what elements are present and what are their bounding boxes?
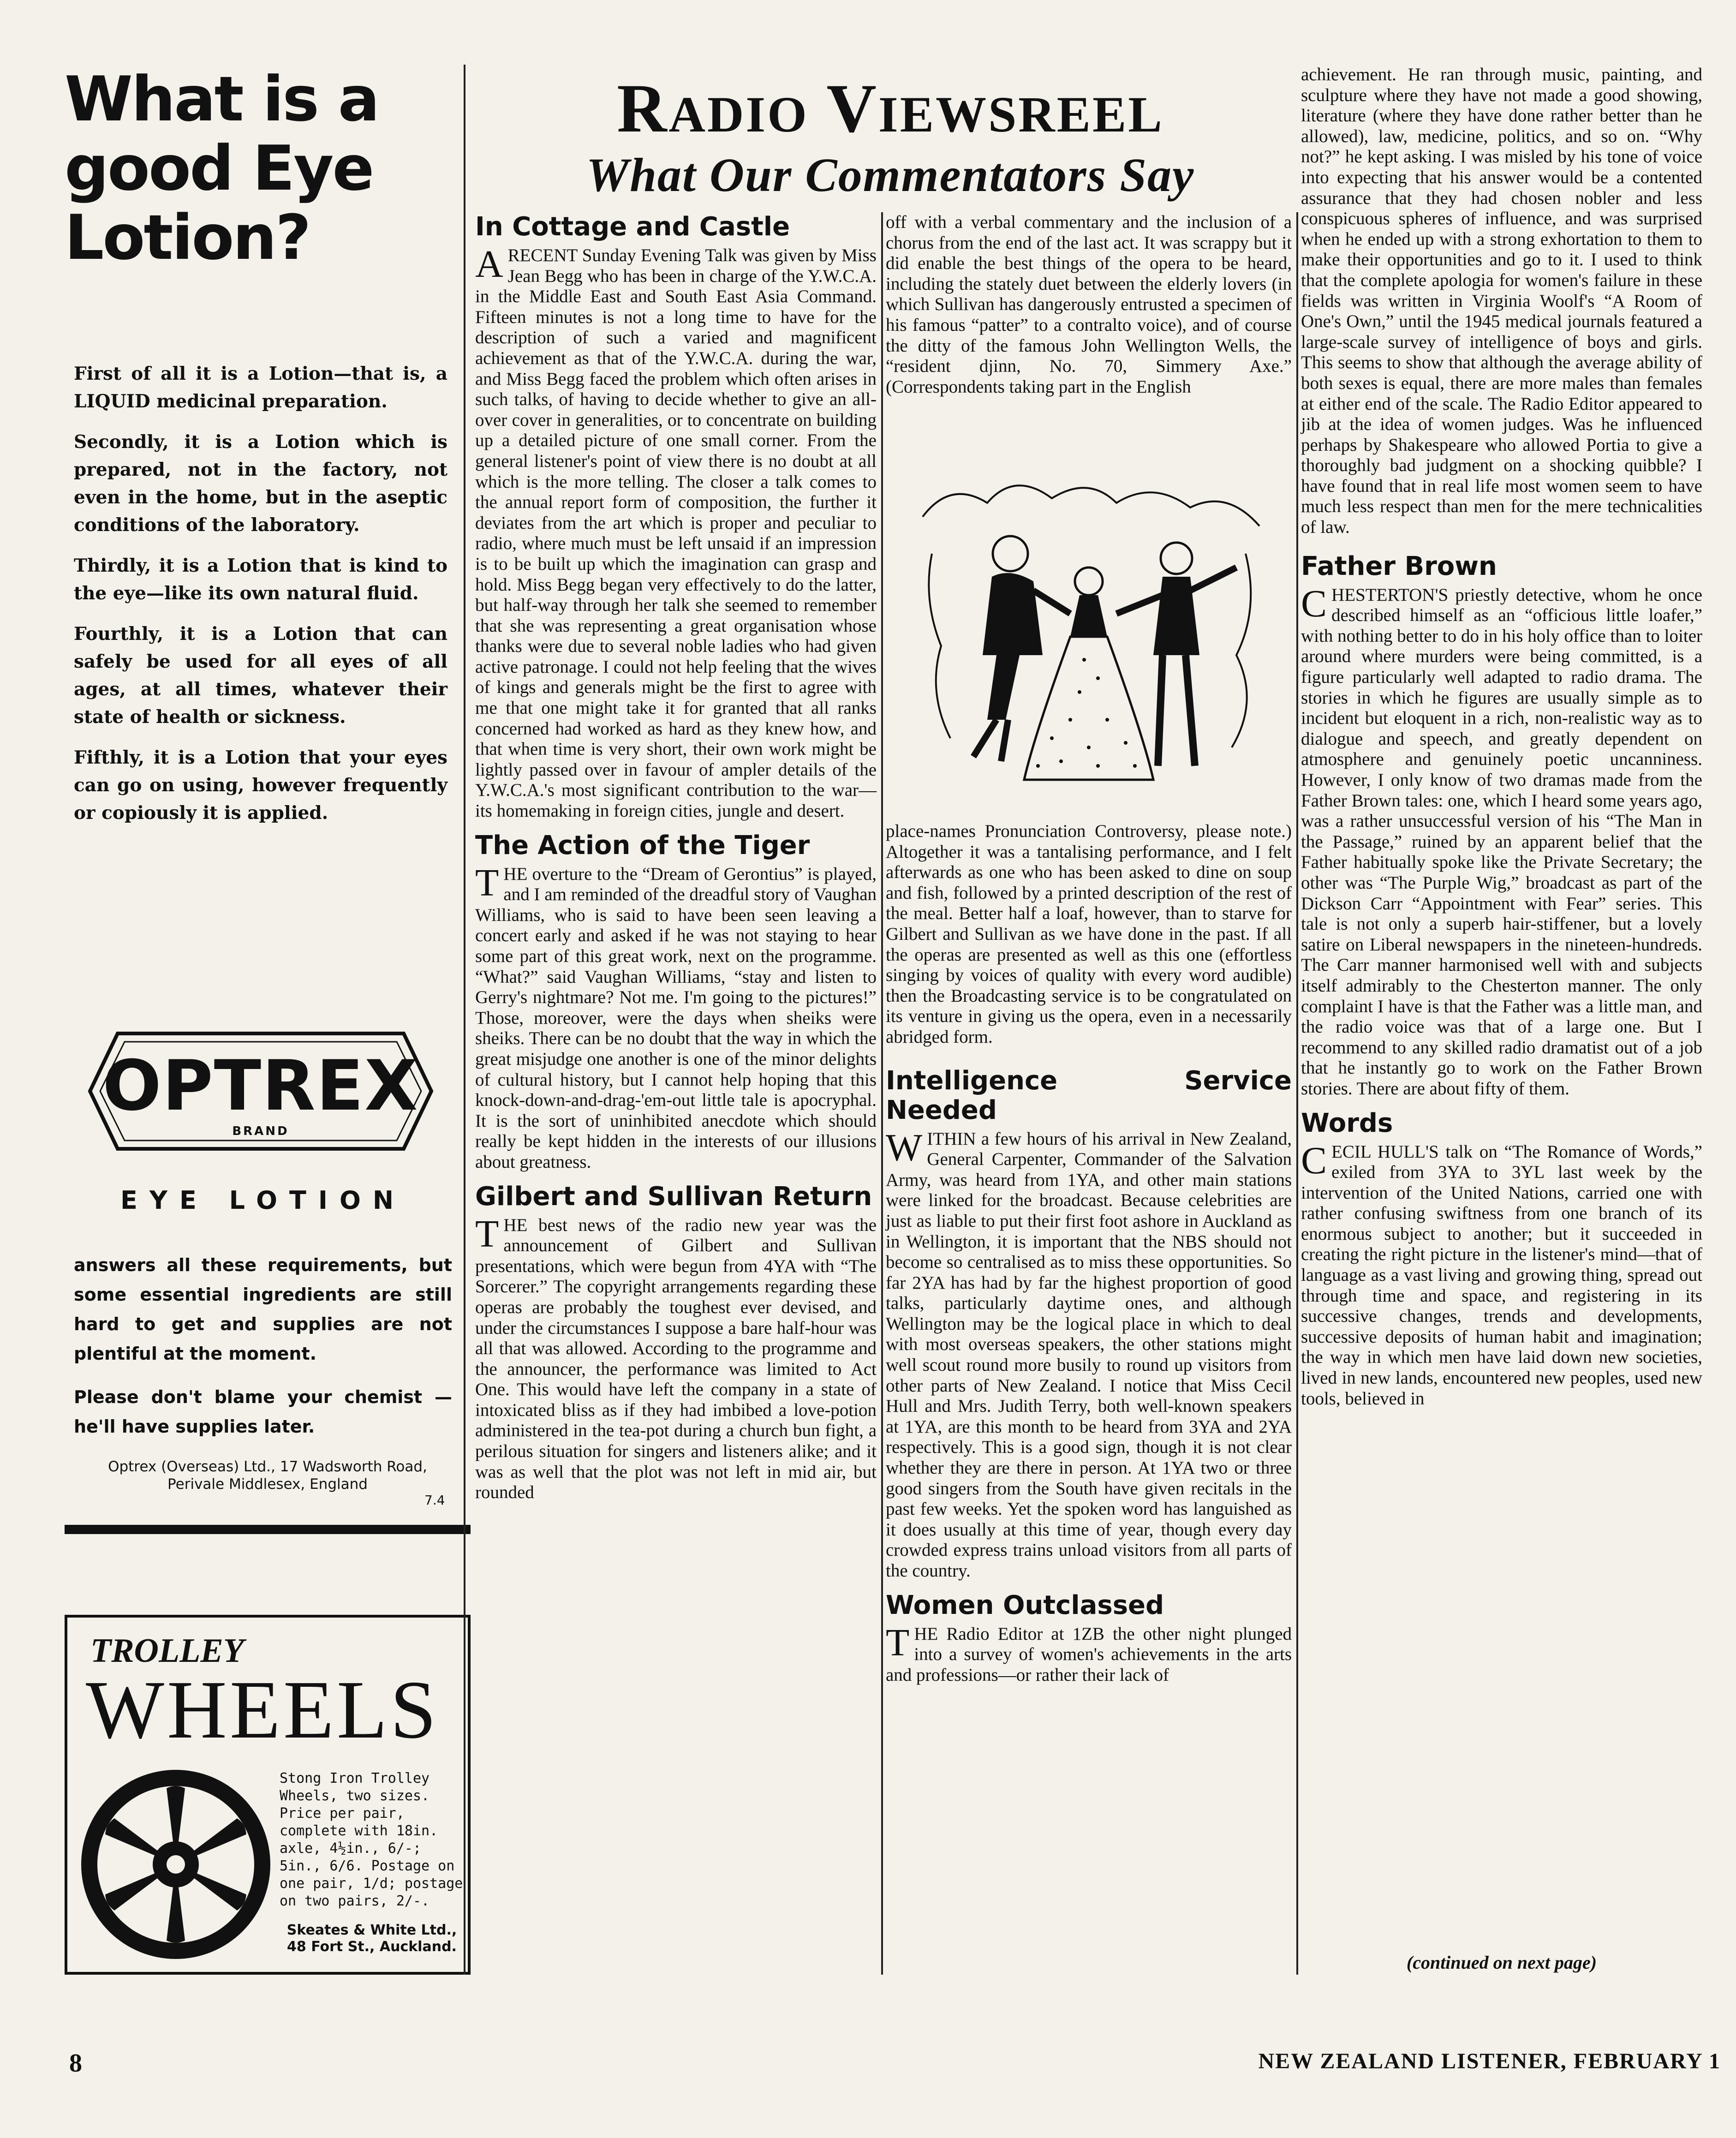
ad-point-1: First of all it is a Lotion—that is, a LIQUID medicinal preparation. bbox=[74, 363, 447, 412]
title-part-1: ADIO bbox=[668, 86, 809, 143]
gilbert-text: HE best news of the radio new year was the announcement of Gilbert and Sullivan presentations, which were begun from 4YA with “The Sorcerer.” The copyright arrangements regarding these operas are probably the toughest ever devised, and under the circumstances I suppose a bare half-hour was all that was allowed. According to the programme and the announcer, the performance was limited to Act One. This would have left the company in a state of intoxicated bliss as if they had imbibed a love-potion administered in the tea-pot during a church bun fight, a perilous situation for singers and listeners alike; and it was as well that the plot was not left in mid air, but rounded bbox=[475, 1215, 877, 1503]
section-body-gilbert bbox=[475, 1212, 877, 1503]
ad-point-3: Thirdly, it is a Lotion that is kind to the eye—like its own natural fluid. bbox=[74, 555, 447, 604]
section-heading-tiger: The Action of the Tiger bbox=[475, 830, 810, 860]
product-name: EYE LOTION bbox=[120, 1186, 406, 1215]
continued-note: (continued on next page) bbox=[1406, 1952, 1597, 1973]
intelligence-text: ITHIN a few hours of his arrival in New Zealand, General Carpenter, Commander of the Salvation Army, was heard from 1YA, and other main stations were linked for the broadcast. Because celebrities are just as liable to put their first foot ashore in Auckland as in Wellington, it is important that the NBS should not become so centralised as to miss these opportunities. So far 2YA has had by far the highest proportion of good talks, particularly daytime ones, and although Wellington may be the logical place in which to deal with most overseas speakers, the other stations might well scout round more busily to round up visitors from other parts of New Zealand. I notice that Miss Cecil Hull and Mrs. Judith Terry, both well-known speakers at 1YA, are this month to be heard from 3YA and 2YA respectively. This is a good sign, though it is not clear whether they are there in person. At 1YA two or three good singers from the South have given recitals in the past few weeks. Yet the spoken word has languished as it does usually at this time of year, though every day crowded express trains unload visitors from all parts of the country. bbox=[886, 1129, 1292, 1581]
column-2-bottom bbox=[886, 821, 1292, 1685]
ad-address: Optrex (Overseas) Ltd., 17 Wadsworth Road, Perivale Middlesex, England bbox=[108, 1458, 427, 1493]
dropcap: T bbox=[475, 861, 499, 904]
trolley-seller: Skeates & White Ltd., 48 Fort St., Auckland. bbox=[286, 1922, 457, 1955]
ad-code: 7.4 bbox=[424, 1493, 445, 1508]
column-2-top bbox=[886, 212, 1292, 397]
gilbert-continued-1: off with a verbal commentary and the inclusion of a chorus from the end of the last act. It was scrappy but it did enable the best things of the opera to be heard, including the stately duet between the elderly lovers (in which Sullivan has dangerously entrusted a specimen of his famous “patter” to a contralto voice), and of course the ditty of the famous John Wellington Wells, the “resident djinn, No. 70, Simmery Axe.” (Correspondents taking part in the English bbox=[886, 212, 1292, 397]
tiger-text: HE overture to the “Dream of Gerontius” is played, and I am reminded of the dreadful story of Vaughan Williams, who is said to have been seen leaving a concert early and asked if he was not staying to hear some part of this great work, next on the programme. “What?” said Vaughan Williams, “stay and listen to Gerry's nightmare? Not me. I'm going to the pictures!” Those, moreover, were the days when sheiks were sheiks. There can be no doubt that the way in which the great misjudge one another is one of the minor delights of cultural history, but I cannot help hoping that this knock-down-and-drag-'em-out little tale is apocryphal. It is the sort of uninhibited anecdote which should really be kept hidden in the interests of our illusions about greatness. bbox=[475, 864, 877, 1172]
trolley-wheels-ad bbox=[65, 1615, 471, 1975]
ad-heading: What is a good Eye Lotion? bbox=[65, 63, 379, 274]
section-body-cottage bbox=[475, 245, 877, 822]
ad-answer bbox=[74, 1250, 452, 1455]
trolley-description: Stong Iron Trolley Wheels, two sizes. Price per pair, complete with 18in. axle, 4½in., 6/-; 5in., 6/6. Postage on one pair, 1/d; postage on two pairs, 2/-. bbox=[280, 1770, 463, 1909]
gilbert-continued-2: place-names Pronunciation Controversy, please note.) Altogether it was a tantalising performance, and I felt afterwards as one who has been asked to dine on soup and fish, followed by a printed description of the rest of the meal. Better half a loaf, however, than to starve for Gilbert and Sullivan as we have done in the past. If all the operas are presented as well as this one (effortless singing by voices of quality with every word audible) then the Broadcasting service is to be congratulated on its venture in giving us the opera, even in a necessarily abridged form. bbox=[886, 821, 1292, 1047]
trolley-title: TROLLEY bbox=[90, 1632, 244, 1670]
section-heading-words: Words bbox=[1301, 1108, 1393, 1138]
column-3 bbox=[1301, 65, 1702, 1409]
section-heading-gilbert: Gilbert and Sullivan Return bbox=[475, 1181, 872, 1212]
ad-point-5: Fifthly, it is a Lotion that your eyes can go on using, however frequently or copiously it is applied. bbox=[74, 747, 447, 824]
title-initial-r: R bbox=[617, 70, 669, 147]
ad-answer-text: answers all these requirements, but some essential ingredients are still hard to get and supplies are not plentiful at the moment. bbox=[74, 1255, 452, 1364]
column-rule bbox=[464, 65, 465, 1975]
dropcap: A bbox=[475, 243, 503, 286]
ad-please-text: Please don't blame your chemist —he'll have supplies later. bbox=[74, 1387, 452, 1437]
ad-point-2: Secondly, it is a Lotion which is prepared, not in the factory, not even in the home, but in the aseptic conditions of the laboratory. bbox=[74, 431, 447, 536]
page-number: 8 bbox=[69, 2049, 82, 2078]
section-heading-intelligence: Intelligence Service Needed bbox=[886, 1065, 1292, 1125]
page-title bbox=[471, 69, 1310, 154]
section-heading-women: Women Outclassed bbox=[886, 1590, 1164, 1620]
section-body-father-brown bbox=[1301, 582, 1702, 1099]
optrex-logo bbox=[85, 1029, 436, 1153]
section-body-intelligence bbox=[886, 1126, 1292, 1582]
ad-point-4: Fourthly, it is a Lotion that can safely be used for all eyes of all ages, at all times, whatever their state of health or sickness. bbox=[74, 623, 447, 728]
cottage-text: RECENT Sunday Evening Talk was given by Miss Jean Begg who has been in charge of the Y.W.C.A. in the Middle East and South East Asia Command. Fifteen minutes is not a long time to have for the description of such a varied and magnificent achievement as that of the Y.W.C.A. during the war, and Miss Begg faced the problem which often arises in such talks, of having to decide whether to give an all-over cover in generalities, or to concentrate on building up a detailed picture of one small corner. From the general listener's point of view there is no doubt at all which is the more telling. The closer a talk comes to the annual report form of composition, the further it deviates from the art which is proper and peculiar to radio, where much must be left unsaid if an impression is to be built up which the imagination can grasp and hold. Miss Begg began very effectively to do the latter, but half-way through her talk she seemed to remember that she was representing a great organisation whose thanks were due to several noble ladies who had given active patronage. I could not help feeling that the wives of kings and generals might be the first to agree with me that one might take it for granted that all ranks concerned had worked as hard as they knew how, and that when time is very short, their own work might be lightly passed over in favour of ampler details of the Y.W.C.A.'s most significant contribution to the war—its homemaking in foreign cities, jungle and desert. bbox=[475, 245, 877, 821]
section-body-women bbox=[886, 1621, 1292, 1686]
publication-footer: NEW ZEALAND LISTENER, FEBRUARY 1 bbox=[1258, 2049, 1721, 2073]
dropcap: C bbox=[1301, 582, 1327, 625]
women-continued: achievement. He ran through music, painting, and sculpture where they have not made a good showing, literature (where they have done rather better than he allowed), law, medicine, politics, and so on. “Why not?” he kept asking. I was misled by his tone of voice into expecting that his answer would be a contented assurance that they had chosen nobler and less conspicuous spheres of influence, and was surprised when he ended up with a strong exhortation to them to make their opportunities and go to it. I used to think that the complete apologia for women's failure in these fields was written in Virginia Woolf's “A Room of One's Own,” until the 1945 medical journals featured a large-scale survey of intelligence of boys and girls. This seems to show that although the average ability of both sexes is equal, there are more males than females at either end of the scale. The Radio Editor appeared to jib at the idea of women judges. Was he influenced perhaps by Shakespeare who allowed Portia to give a thoroughly bad judgment on a shocking quibble? I have found that in real life most women seem to have much less respect than men for the mere technicalities of law. bbox=[1301, 65, 1702, 537]
wheel-icon bbox=[77, 1765, 275, 1964]
column-rule bbox=[881, 212, 883, 1975]
section-body-words bbox=[1301, 1139, 1702, 1409]
column-1 bbox=[475, 212, 877, 1503]
dropcap: T bbox=[886, 1621, 910, 1664]
section-heading-cottage: In Cottage and Castle bbox=[475, 212, 790, 242]
dropcap: C bbox=[1301, 1139, 1327, 1182]
section-body-tiger bbox=[475, 861, 877, 1173]
ad-divider bbox=[65, 1525, 471, 1534]
wheels-headline: WHEELS bbox=[86, 1664, 439, 1756]
dropcap: T bbox=[475, 1212, 499, 1255]
title-part-2: IEWSREEL bbox=[878, 86, 1164, 143]
dropcap: W bbox=[886, 1126, 923, 1169]
column-rule bbox=[1296, 212, 1298, 1975]
words-text: ECIL HULL'S talk on “The Romance of Words,” exiled from 3YA to 3YL last week by the intervention of the United Nations, carried one with rather confusing swiftness from one branch of its enormous subject to another; but it succeeded in creating the right picture in the listener's mind—that of language as a vast living and growing thing, spread out through time and space, and registering in its successive changes, trends and developments, successive deposits of human habit and imagination; the way in which men have laid down new societies, lived in new lands, encountered new peoples, used new tools, believed in bbox=[1301, 1141, 1702, 1409]
ad-points bbox=[74, 360, 447, 840]
title-initial-v: V bbox=[826, 70, 878, 147]
optrex-brand-label: BRAND bbox=[232, 1124, 289, 1138]
optrex-brand-name: OPTREX bbox=[102, 1046, 419, 1126]
section-heading-father-brown: Father Brown bbox=[1301, 551, 1497, 581]
women-text: HE Radio Editor at 1ZB the other night plunged into a survey of women's achievements in the arts and professions—or rather their lack of bbox=[886, 1624, 1292, 1685]
page-subtitle: What Our Commentators Say bbox=[586, 149, 1195, 202]
opera-dancers-illustration bbox=[895, 461, 1283, 812]
father-brown-text: HESTERTON'S priestly detective, whom he once described himself as an “officious little loafer,” with nothing better to do in his holy office than to loiter around where murders were being committed, is a figure particularly well adapted to radio drama. The stories in which he figures are usually simple as to incident but eloquent in a rich, non-realistic way as to dialogue and speech, and greatly dependent on atmosphere and genuinely poetic uncanniness. However, I only know of two dramas made from the Father Brown tales: one, which I heard some years ago, was a rather unsuccessful version of his “The Man in the Passage,” ruined by an apparent belief that the Father habitually spoke like the Private Secretary; the other was “The Purple Wig,” broadcast as part of the Dickson Carr “Appointment with Fear” series. This tale is not only a superb hair-stiffener, but a lovely satire on Liberal newspapers in the nineteen-hundreds. The Carr manner harmonised well with and subjects itself admirably to the Chesterton manner. The only complaint I have is that the Father was a little man, and the radio voice was that of a large one. But I recommend to any skilled radio dramatist out of a job that he instantly go to work on the Father Brown stories. There are about fifty of them. bbox=[1301, 585, 1702, 1099]
